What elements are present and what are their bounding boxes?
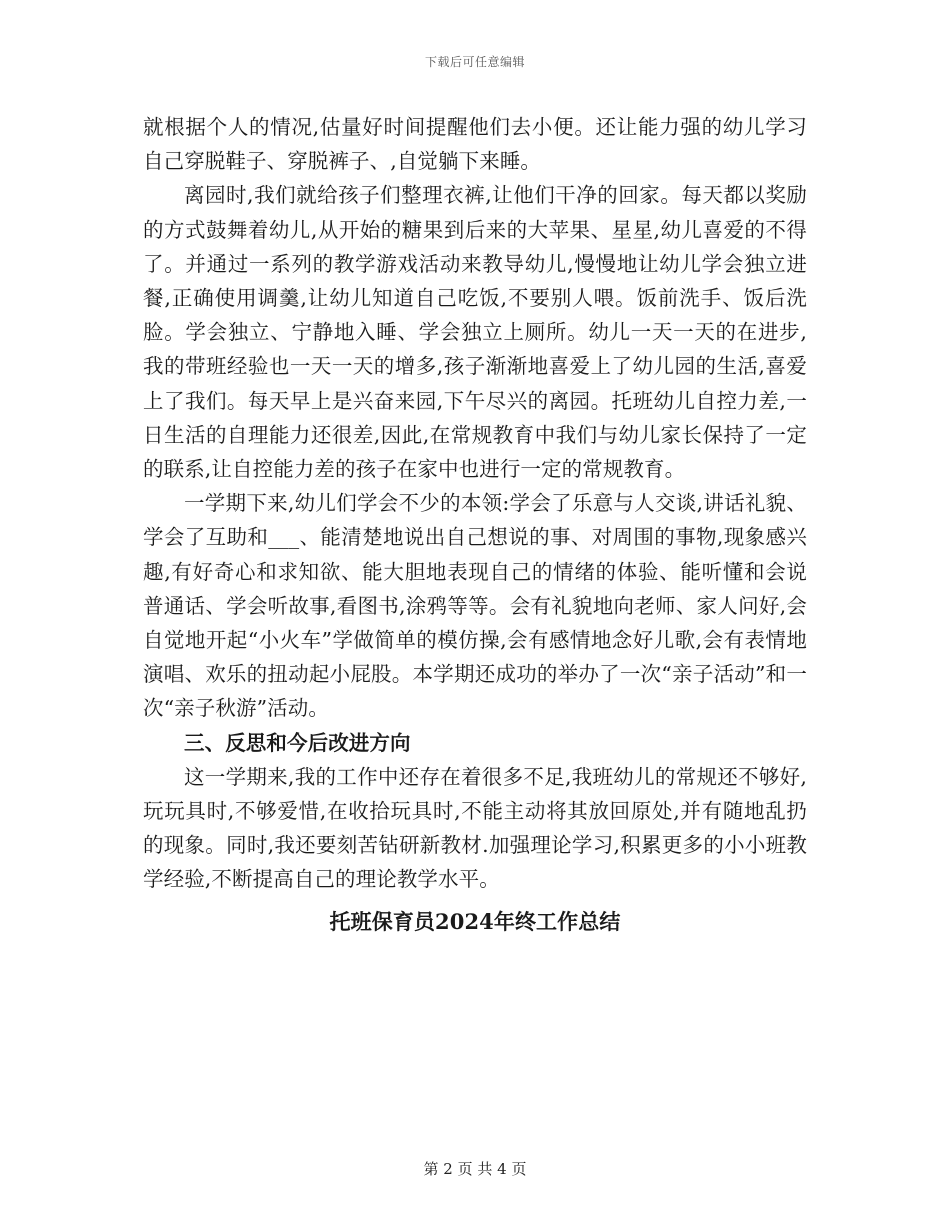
page-header: 下载后可任意编辑 xyxy=(424,55,525,69)
section-heading: 三、反思和今后改进方向 xyxy=(184,730,411,755)
reflection-paragraph: 这一学期来,我的工作中还存在着很多不足,我班幼儿的常规还不够好,玩玩具时,不够爱惜,在收拾玩具时,不能主动将其放回原处,并有随地乱扔的现象。同时,我还要刻苦钻研新教材.加强理论学习,积累更多的小小班教学经验,不断提高自己的理论教学水平。 xyxy=(143,764,807,892)
page-footer: 第 2 页 共 4 页 xyxy=(423,1160,527,1178)
document-title: 托班保育员2024年终工作总结 xyxy=(329,908,621,934)
body-paragraph-2: 离园时,我们就给孩子们整理衣裤,让他们干净的回家。每天都以奖励的方式鼓舞着幼儿,从开始的糖果到后来的大苹果、星星,幼儿喜爱的不得了。并通过一系列的教学游戏活动来教导幼儿,慢慢地让幼儿学会独立进餐,正确使用调羹,让幼儿知道自己吃饭,不要别人喂。饭前洗手、饭后洗脸。学会独立、宁静地入睡、学会独立上厕所。幼儿一天一天的在进步,我的带班经验也一天一天的增多,孩子渐渐地喜爱上了幼儿园的生活,喜爱上了我们。每天早上是兴奋来园,下午尽兴的离园。托班幼儿自控力差,一日生活的自理能力还很差,因此,在常规教育中我们与幼儿家长保持了一定的联系,让自控能力差的孩子在家中也进行一定的常规教育。 xyxy=(143,183,807,482)
document-body xyxy=(143,110,807,939)
body-paragraph-3: 一学期下来,幼儿们学会不少的本领:学会了乐意与人交谈,讲话礼貌、学会了互助和___、能清楚地说出自己想说的事、对周围的事物,现象感兴趣,有好奇心和求知欲、能大胆地表现自己的情绪的体验、能听懂和会说普通话、学会听故事,看图书,涂鸦等等。会有礼貌地向老师、家人问好,会自觉地开起“小火车”学做简单的模仿操,会有感情地念好儿歌,会有表情地演唱、欢乐的扭动起小屁股。本学期还成功的举办了一次“亲子活动”和一次“亲子秋游”活动。 xyxy=(143,491,807,721)
body-paragraph-1: 就根据个人的情况,估量好时间提醒他们去小便。还让能力强的幼儿学习自己穿脱鞋子、穿脱裤子、,自觉躺下来睡。 xyxy=(143,115,807,174)
